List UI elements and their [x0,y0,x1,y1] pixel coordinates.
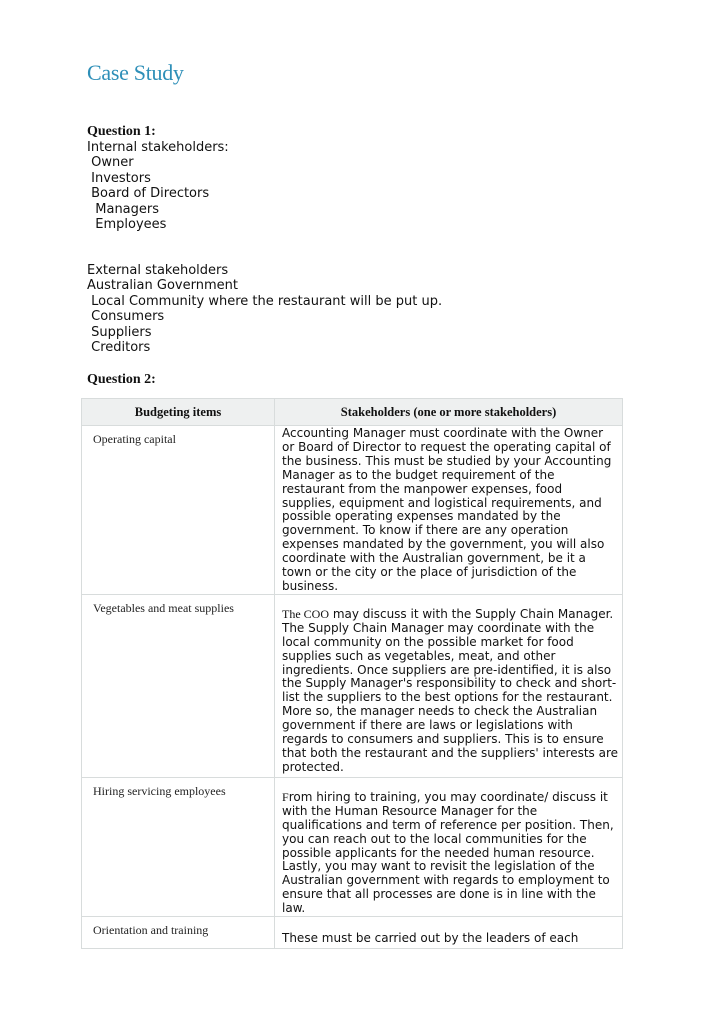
budgeting-item: Vegetables and meat supplies [82,594,275,777]
budgeting-item: Orientation and training [82,917,275,949]
description-lead: F [282,789,289,804]
external-stakeholder-item: Local Community where the restaurant will be put up. [87,293,443,309]
description-text: may discuss it with the Supply Chain Manager. The Supply Chain Manager may coordinate with the local community on the possible market for food supplies such as vegetables, meat, and other ingredients. Once suppliers are pre-identified, it is also the Supply Manager's responsibility to check and short-list the suppliers to the best options for the restaurant. More so, the manager needs to check the Australian government if there are laws or legislations with regards to consumers and suppliers. This is to ensure that both the restaurant and the suppliers' interests are protected. [282,606,619,774]
column-header-stakeholders: Stakeholders (one or more stakeholders) [275,399,623,426]
table-row [82,594,623,777]
budgeting-table [81,398,623,949]
external-stakeholder-item: Consumers [87,309,165,325]
internal-stakeholder-item: Owner [87,155,134,171]
internal-stakeholders-label: Internal stakeholders: [87,140,229,155]
table-row [82,426,623,595]
description-text: These must be carried out by the leaders of each [282,931,579,946]
internal-stakeholder-item: Board of Directors [87,186,210,202]
internal-stakeholder-item: Investors [87,170,151,186]
internal-stakeholders-list [87,140,229,232]
stakeholders-description [275,594,623,777]
budgeting-item: Hiring servicing employees [82,777,275,916]
external-stakeholders-label: External stakeholders [87,263,229,278]
column-header-budgeting-items: Budgeting items [82,399,275,426]
external-stakeholders-list [87,263,442,355]
stakeholders-description [275,426,623,595]
description-text: rom hiring to training, you may coordinate/ discuss it with the Human Resource Manager for the qualifications and term of reference per position. Then, you can reach out to the local communities for the possible applicants for the needed human resource. Lastly, you may want to revisit the legislation of the Australian government with regards to employment to ensure that all processes are done is in line with the law. [282,789,614,916]
description-text: Accounting Manager must coordinate with the Owner or Board of Director to request the operating capital of the business. This must be studied by your Accounting Manager as to the budget requirement of the restaurant from the manpower expenses, food supplies, equipment and logistical requirements, and possible operating expenses mandated by the government. To know if there are any operation expenses mandated by the government, you will also coordinate with the Australian government, be it a town or the city or the place of jurisdiction of the business. [282,426,612,593]
table-header-row [82,399,623,426]
internal-stakeholder-item: Managers [87,201,160,217]
stakeholders-description [275,777,623,916]
external-stakeholder-item: Creditors [87,340,151,356]
description-lead: The COO [282,606,329,621]
external-stakeholder-item: Suppliers [87,324,152,340]
question-2-heading: Question 2: [87,372,156,387]
stakeholders-description [275,917,623,949]
page-title: Case Study [87,60,184,85]
table-row [82,917,623,949]
table-row [82,777,623,916]
internal-stakeholder-item: Employees [87,217,167,233]
external-stakeholder-item: Australian Government [87,278,238,294]
question-1-heading: Question 1: [87,124,156,139]
budgeting-item: Operating capital [82,426,275,595]
